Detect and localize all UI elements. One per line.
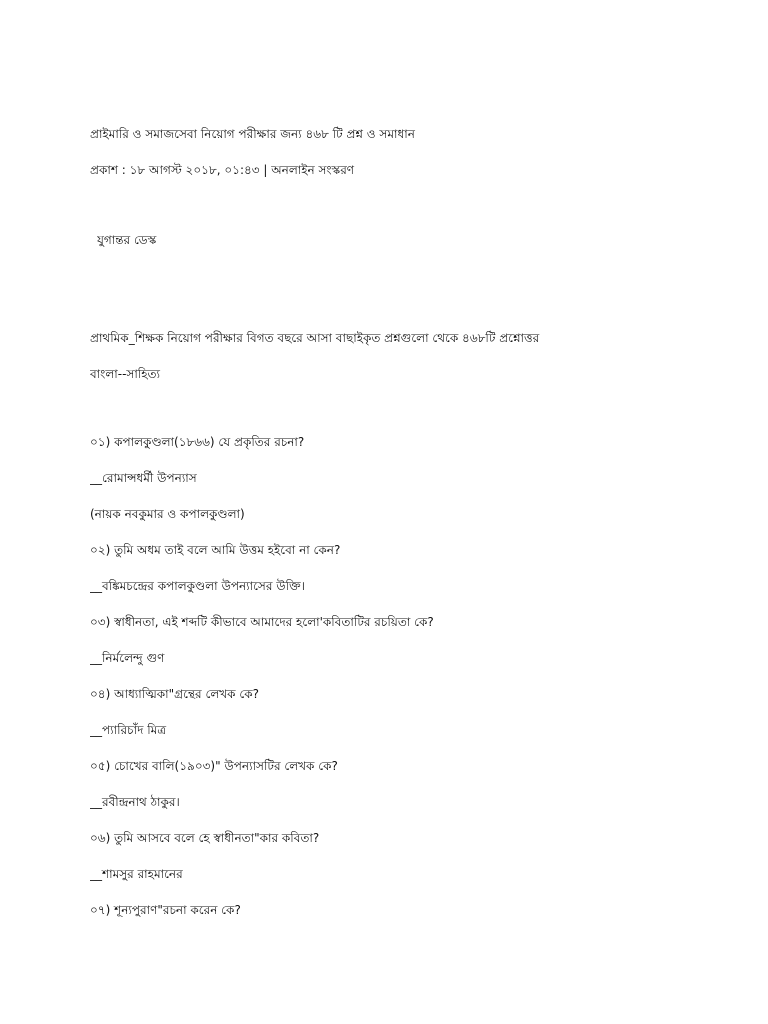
note-line: (নায়ক নবকুমার ও কপালকুণ্ডলা)	[90, 507, 245, 521]
author-desk: যুগান্তর ডেস্ক	[97, 233, 157, 247]
answer-line: __প্যারিচাঁদ মিত্র	[90, 723, 167, 737]
question-line: ০৪) আধ্যাত্মিকা"গ্রন্থের লেখক কে?	[90, 687, 260, 701]
intro-paragraph: প্রাথমিক_শিক্ষক নিয়োগ পরীক্ষার বিগত বছরে আসা বাছাইকৃত প্রশ্নগুলো থেকে ৪৬৮টি প্রশ্নোত্তর	[90, 331, 540, 345]
section-heading: বাংলা--সাহিত্য	[90, 367, 161, 381]
answer-line: __নির্মলেন্দু গুণ	[90, 651, 165, 665]
article-title: প্রাইমারি ও সমাজসেবা নিয়োগ পরীক্ষার জন্য ৪৬৮ টি প্রশ্ন ও সমাধান	[90, 127, 415, 141]
question-line: ০৬) তুমি আসবে বলে হে স্বাধীনতা"কার কবিতা?	[90, 831, 320, 845]
question-line: ০৫) চোখের বালি(১৯০৩)" উপন্যাসটির লেখক কে?	[90, 759, 338, 773]
question-line: ০২) তুমি অধম তাই বলে আমি উত্তম হইবো না কেন?	[90, 543, 341, 557]
answer-line: __রবীন্দ্রনাথ ঠাকুর।	[90, 795, 180, 809]
answer-line: __শামসুর রাহমানের	[90, 867, 183, 881]
question-line: ০৩) স্বাধীনতা, এই শব্দটি কীভাবে আমাদের হলো'কবিতাটির রচয়িতা কে?	[90, 615, 434, 629]
question-line: ০৭) শূন্যপুরাণ"রচনা করেন কে?	[90, 903, 241, 917]
publish-info: প্রকাশ : ১৮ আগস্ট ২০১৮, ০১:৪৩ | অনলাইন সংস্করণ	[90, 163, 355, 177]
answer-line: __বঙ্কিমচন্দ্রের কপালকুণ্ডলা উপন্যাসের উক্তি।	[90, 579, 305, 593]
answer-line: __রোমান্সধর্মী উপন্যাস	[90, 471, 197, 485]
question-line: ০১) কপালকুণ্ডলা(১৮৬৬) যে প্রকৃতির রচনা?	[90, 435, 305, 449]
